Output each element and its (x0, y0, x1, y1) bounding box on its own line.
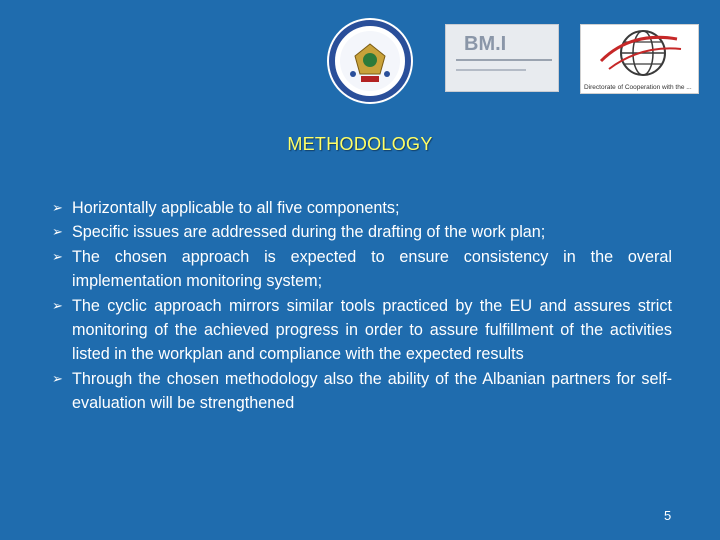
bullet-item: ➢ Specific issues are addressed during the drafting of the work plan; (52, 220, 672, 244)
slide-title: METHODOLOGY (287, 134, 433, 154)
globe-logo (580, 24, 699, 94)
arrow-bullet-icon: ➢ (52, 370, 63, 386)
globe-caption: Directorate of Cooperation with the ... (584, 84, 692, 91)
police-emblem-logo (325, 16, 415, 106)
bullet-list (52, 196, 672, 416)
arrow-bullet-icon: ➢ (52, 200, 63, 215)
page-number: 5 (664, 508, 672, 523)
bullet-item: ➢ The cyclic approach mirrors similar tools practiced by the EU and assures strict monitoring of the achieved progress in order to assure fulfillment of the activities listed in the workplan and compliance with the expected results (52, 294, 672, 367)
arrow-bullet-icon: ➢ (52, 224, 63, 240)
bullet-item: ➢ The chosen approach is expected to ensure consistency in the overal implementation monitoring system; (52, 245, 672, 294)
bullet-item: ➢ Horizontally applicable to all five components; (52, 196, 672, 220)
globe-icon (581, 25, 698, 81)
bmi-sign-logo (445, 24, 559, 92)
bmi-sign-text: BM.I (464, 33, 507, 55)
bmi-sign-line (456, 59, 552, 61)
bullet-item: ➢ Through the chosen methodology also the ability of the Albanian partners for self-evaluation will be strengthened (52, 367, 672, 416)
arrow-bullet-icon: ➢ (52, 297, 63, 313)
bmi-sign-line (456, 69, 526, 71)
arrow-bullet-icon: ➢ (52, 248, 63, 264)
